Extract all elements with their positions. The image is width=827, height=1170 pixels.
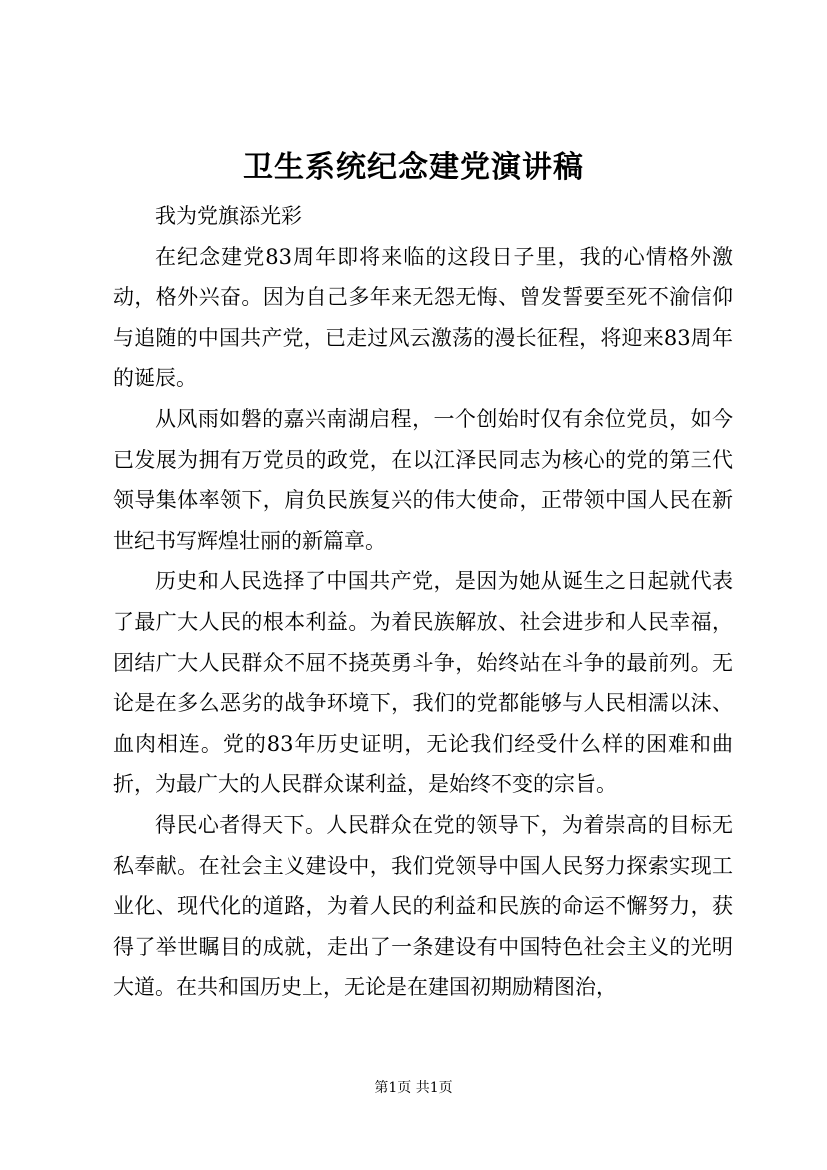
paragraph-4: 得民心者得天下。人民群众在党的领导下，为着崇高的目标无私奉献。在社会主义建设中，我们党领导中国人民努力探索实现工业化、现代化的道路，为着人民的利益和民族的命运不懈努力，获得了举世瞩目的成就，走出了一条建设有中国特色社会主义的光明大道。在共和国历史上，无论是在建国初期励精图治， <box>113 812 733 1000</box>
document-title: 卫生系统纪念建党演讲稿 <box>243 150 584 185</box>
paragraph-3: 历史和人民选择了中国共产党，是因为她从诞生之日起就代表了最广大人民的根本利益。为着民族解放、社会进步和人民幸福，团结广大人民群众不屈不挠英勇斗争，始终站在斗争的最前列。无论是在多么恶劣的战争环境下，我们的党都能够与人民相濡以沫、血肉相连。党的83年历史证明，无论我们经受什么样的困难和曲折，为最广大的人民群众谋利益，是始终不变的宗旨。 <box>113 569 733 797</box>
paragraph-2: 从风雨如磐的嘉兴南湖启程，一个创始时仅有余位党员，如今已发展为拥有万党员的政党，在以江泽民同志为核心的党的第三代领导集体率领下，肩负民族复兴的伟大使命，正带领中国人民在新世纪书写辉煌壮丽的新篇章。 <box>113 406 733 553</box>
document-body <box>113 196 733 1008</box>
page-footer: 第1页 共1页 <box>374 1080 453 1096</box>
paragraph-1: 在纪念建党83周年即将来临的这段日子里，我的心情格外激动，格外兴奋。因为自己多年来无怨无悔、曾发誓要至死不渝信仰与追随的中国共产党，已走过风云激荡的漫长征程，将迎来83周年的诞辰。 <box>113 244 733 391</box>
paragraph-subtitle: 我为党旗添光彩 <box>155 204 302 228</box>
